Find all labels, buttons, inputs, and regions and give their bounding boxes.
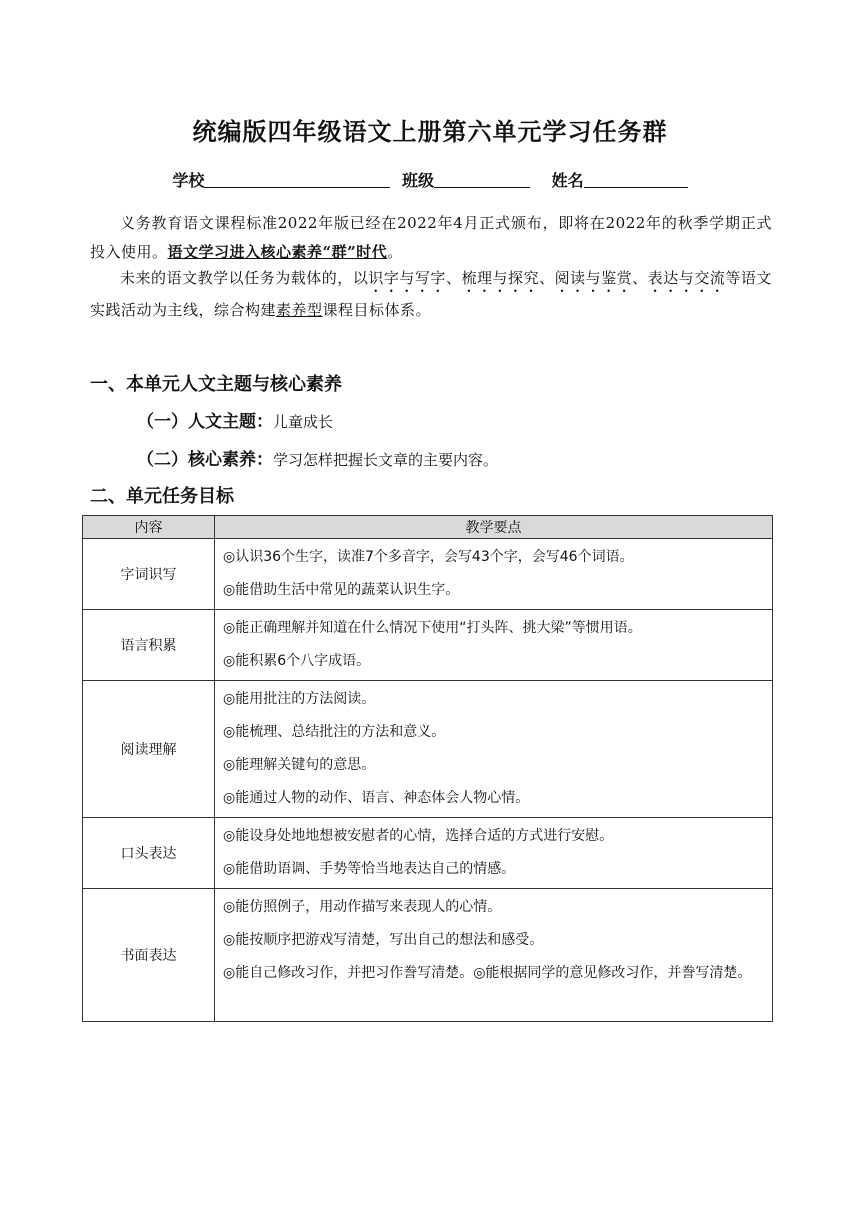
point-item: ◎能借助语调、手势等恰当地表达自己的情感。 (223, 861, 516, 877)
point-item: ◎能积累6个八字成语。 (223, 653, 371, 669)
point-item: ◎能正确理解并知道在什么情况下使用“打头阵、挑大梁”等惯用语。 (223, 620, 642, 636)
row-points (215, 681, 773, 818)
table-row (83, 889, 773, 1022)
point-item: ◎能理解关键句的意思。 (223, 757, 376, 773)
row-points (215, 539, 773, 610)
point-item: ◎能通过人物的动作、语言、神态体会人物心情。 (223, 790, 530, 806)
point-item: ◎能设身处地地想被安慰者的心情，选择合适的方式进行安慰。 (223, 828, 614, 844)
table-header-points: 教学要点 (215, 516, 773, 539)
row-points (215, 818, 773, 889)
row-points (215, 889, 773, 1022)
section1-heading: 一、本单元人文主题与核心素养 (90, 374, 342, 395)
table-row (83, 681, 773, 818)
table-header-row (83, 516, 773, 539)
name-blank[interactable] (584, 171, 688, 188)
point-item: ◎能按顺序把游戏写清楚，写出自己的想法和感受。 (223, 932, 544, 948)
core-literacy (137, 445, 498, 470)
table-row (83, 610, 773, 681)
point-item: ◎认识36个生字，读准7个多音字，会写43个字，会写46个词语。 (223, 549, 634, 565)
point-item: ◎能用批注的方法阅读。 (223, 691, 376, 707)
point-item: ◎能仿照例子，用动作描写来表现人的心情。 (223, 899, 502, 915)
humanistic-theme (137, 407, 333, 432)
page-title: 统编版四年级语文上册第六单元学习任务群 (192, 118, 668, 146)
table-row (83, 818, 773, 889)
row-category: 语言积累 (83, 610, 215, 681)
name-label: 姓名 (551, 171, 584, 190)
row-category: 书面表达 (83, 889, 215, 1022)
row-category: 阅读理解 (83, 681, 215, 818)
task-objectives-table (82, 515, 773, 1022)
intro-p2-k: 课程目标体系。 (322, 301, 432, 319)
table-row (83, 539, 773, 610)
intro-p2-literacy: 识字与写字 (368, 269, 446, 287)
point-item: ◎能借助生活中常见的蔬菜认识生字。 (223, 582, 460, 598)
section2-heading: 二、单元任务目标 (90, 486, 234, 507)
core-literacy-label: （二）核心素养： (137, 450, 273, 470)
intro-p2-c: 、 (445, 269, 462, 287)
row-category: 字词识写 (83, 539, 215, 610)
row-category: 口头表达 (83, 818, 215, 889)
intro-p2-expression: 表达与交流 (647, 269, 726, 287)
intro-p1-emphasis: 语文学习进入核心素养“群”时代 (167, 243, 388, 261)
table-header-content: 内容 (83, 516, 215, 539)
humanistic-theme-label: （一）人文主题： (137, 412, 273, 432)
class-blank[interactable] (434, 171, 530, 188)
intro-p2-e: 、 (539, 269, 555, 287)
intro-p2-sorting: 梳理与探究 (461, 269, 540, 287)
intro-p2-g: 、 (632, 269, 648, 287)
row-points (215, 610, 773, 681)
intro-p2-literacy-type: 素养型 (276, 301, 323, 319)
point-item: ◎能梳理、总结批注的方法和意义。 (223, 724, 446, 740)
school-blank[interactable] (204, 171, 390, 188)
intro-paragraph-1 (90, 209, 772, 267)
intro-p2-reading: 阅读与鉴赏 (554, 269, 633, 287)
school-label: 学校 (172, 171, 205, 190)
intro-p2-i: 等语文实践活动为主线，综合构建 (90, 269, 772, 319)
intro-p2-a: 未来的语文教学以任务为载体的，以 (120, 269, 369, 287)
intro-p1-end: 。 (387, 243, 403, 261)
intro-p1-text: 义务教育语文课程标准2022年版已经在2022年4月正式颁布，即将在2022年的秋季学期正式投入使用。 (90, 214, 772, 261)
core-literacy-value: 学习怎样把握长文章的主要内容。 (273, 451, 499, 469)
point-item: ◎能自己修改习作，并把习作誊写清楚。◎能根据同学的意见修改习作，并誊写清楚。 (223, 965, 752, 981)
humanistic-theme-value: 儿童成长 (273, 413, 334, 431)
intro-paragraph-2 (90, 264, 772, 325)
student-info-line (0, 168, 860, 191)
class-label: 班级 (401, 171, 434, 190)
